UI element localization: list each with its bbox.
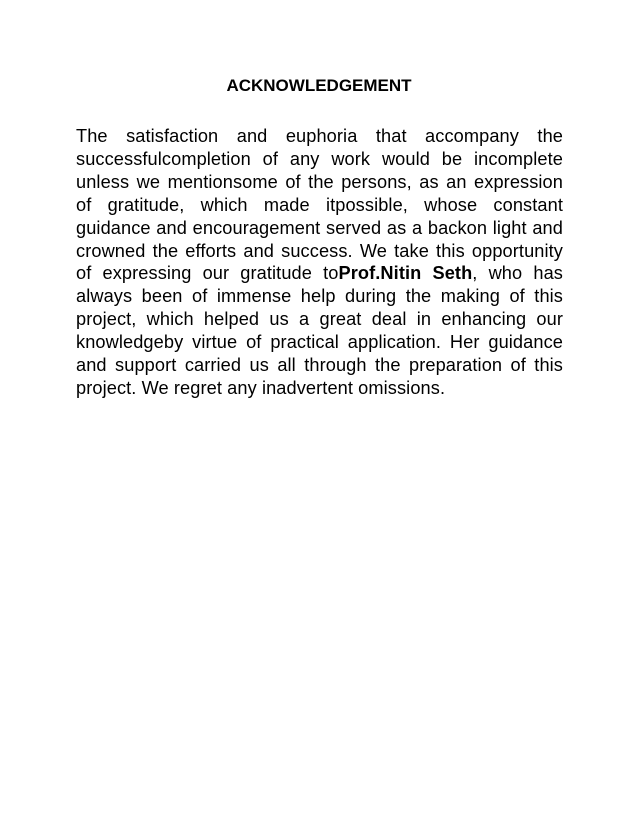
- page-title: ACKNOWLEDGEMENT: [226, 76, 412, 95]
- professor-name: Prof.Nitin Seth: [338, 263, 473, 284]
- paragraph-text-after: , who has always been of immense help during the making of this project, which helped us a great deal in enhancing our knowledgeby virtue of practical application. Her guidance and support carried us all through the preparation of this project. We regret any inadvertent omissions.: [76, 263, 563, 398]
- acknowledgement-paragraph: [76, 125, 563, 400]
- paragraph-text-before: The satisfaction and euphoria that accompany the successfulcompletion of any work would be incomplete unless we mentionsome of the persons, as an expression of gratitude, which made itpossible, whose constant guidance and encouragement served as a backon light and crowned the efforts and success. We take this opportunity of expressing our gratitude to: [76, 126, 563, 284]
